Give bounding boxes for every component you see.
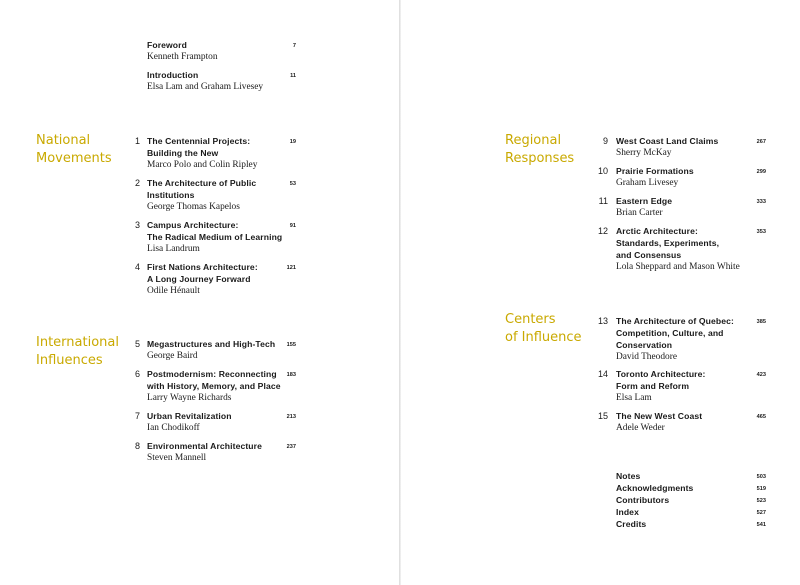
chapter-title-line: Form and Reform	[616, 381, 690, 391]
back-matter-page: 541	[756, 522, 766, 528]
section-heading-line: Responses	[505, 151, 575, 166]
chapter-title-line: The Centennial Projects:	[147, 136, 251, 146]
chapter-page: 385	[756, 319, 766, 325]
chapter-page: 183	[286, 372, 296, 378]
chapter-title-line: A Long Journey Forward	[147, 274, 251, 284]
chapter-title-line: Campus Architecture:	[147, 220, 239, 230]
chapter-number: 5	[134, 339, 140, 349]
chapter-author: Steven Mannell	[147, 453, 207, 463]
chapter-number: 3	[134, 220, 140, 230]
chapter-number: 9	[602, 136, 608, 146]
back-matter-page: 519	[756, 486, 766, 492]
back-matter-page: 523	[756, 498, 766, 504]
chapter-number: 12	[597, 226, 608, 236]
chapter-number: 14	[597, 369, 608, 379]
chapter-author: George Thomas Kapelos	[147, 202, 240, 212]
section-heading-line: Regional	[505, 133, 562, 148]
chapter-page: 91	[289, 223, 296, 229]
back-matter-title: Acknowledgments	[616, 483, 694, 493]
chapter-author: Lisa Landrum	[147, 244, 200, 254]
chapter-author: Elsa Lam	[616, 393, 652, 403]
chapter-title-line: Conservation	[616, 340, 673, 350]
chapter-title-line: Arctic Architecture:	[616, 226, 698, 236]
chapter-author: Larry Wayne Richards	[147, 393, 232, 403]
chapter-page: 237	[286, 444, 296, 450]
chapter-title-line: The New West Coast	[616, 411, 703, 421]
chapter-author: Adele Weder	[616, 423, 665, 433]
section-heading-line: Influences	[36, 353, 103, 368]
chapter-author: Graham Livesey	[616, 178, 679, 188]
chapter-page: 213	[286, 414, 296, 420]
back-matter-page: 527	[756, 510, 766, 516]
chapter-page: 121	[286, 265, 296, 271]
chapter-title-line: with History, Memory, and Place	[147, 381, 281, 391]
chapter-number: 7	[134, 411, 140, 421]
back-matter-title: Credits	[616, 519, 647, 529]
chapter-page: 267	[756, 139, 766, 145]
foreword-page: 7	[292, 43, 296, 49]
chapter-number: 15	[597, 411, 608, 421]
chapter-number: 8	[134, 441, 140, 451]
chapter-author: David Theodore	[616, 352, 678, 362]
back-matter-page: 503	[756, 474, 766, 480]
chapter-title-line: Eastern Edge	[616, 196, 673, 206]
chapter-number: 10	[597, 166, 608, 176]
chapter-title-line: Competition, Culture, and	[616, 328, 724, 338]
chapter-title-line: The Radical Medium of Learning	[147, 232, 283, 242]
chapter-title-line: Prairie Formations	[616, 166, 694, 176]
chapter-title-line: Megastructures and High-Tech	[147, 339, 276, 349]
chapter-page: 465	[756, 414, 766, 420]
chapter-title-line: The Architecture of Quebec:	[616, 316, 734, 326]
page-gutter	[399, 0, 401, 585]
chapter-number: 13	[597, 316, 608, 326]
section-heading-line: Centers	[505, 312, 556, 327]
introduction-author: Elsa Lam and Graham Livesey	[147, 82, 264, 92]
introduction-title: Introduction	[147, 70, 199, 80]
chapter-author: Odile Hénault	[147, 286, 200, 296]
chapter-title-line: Institutions	[147, 190, 195, 200]
chapter-title-line: Building the New	[147, 148, 219, 158]
foreword-author: Kenneth Frampton	[147, 52, 218, 62]
chapter-page: 333	[756, 199, 766, 205]
chapter-author: Brian Carter	[616, 208, 663, 218]
chapter-title-line: Standards, Experiments,	[616, 238, 720, 248]
chapter-author: George Baird	[147, 351, 198, 361]
chapter-page: 299	[756, 169, 766, 175]
section-heading-line: National	[36, 133, 91, 148]
chapter-number: 6	[134, 369, 140, 379]
introduction-page: 11	[290, 73, 296, 79]
chapter-author: Marco Polo and Colin Ripley	[147, 160, 258, 170]
section-heading-line: Movements	[36, 151, 112, 166]
chapter-title-line: West Coast Land Claims	[616, 136, 719, 146]
section-heading-line: of Influence	[505, 330, 582, 345]
chapter-title-line: and Consensus	[616, 250, 682, 260]
chapter-title-line: Environmental Architecture	[147, 441, 262, 451]
back-matter-title: Contributors	[616, 495, 670, 505]
chapter-author: Ian Chodikoff	[147, 423, 200, 433]
chapter-number: 1	[134, 136, 140, 146]
chapter-page: 353	[756, 229, 766, 235]
chapter-title-line: The Architecture of Public	[147, 178, 257, 188]
chapter-author: Sherry McKay	[616, 148, 672, 158]
section-heading-line: International	[36, 335, 119, 350]
chapter-title-line: Urban Revitalization	[147, 411, 232, 421]
chapter-title-line: Toronto Architecture:	[616, 369, 706, 379]
back-matter-title: Notes	[616, 471, 641, 481]
chapter-title-line: First Nations Architecture:	[147, 262, 258, 272]
chapter-page: 423	[756, 372, 766, 378]
foreword-title: Foreword	[147, 40, 187, 50]
chapter-number: 11	[598, 196, 608, 206]
chapter-author: Lola Sheppard and Mason White	[616, 262, 740, 272]
chapter-number: 4	[134, 262, 140, 272]
chapter-number: 2	[134, 178, 140, 188]
back-matter-title: Index	[616, 507, 639, 517]
chapter-title-line: Postmodernism: Reconnecting	[147, 369, 277, 379]
chapter-page: 155	[286, 342, 296, 348]
chapter-page: 19	[289, 139, 296, 145]
chapter-page: 53	[289, 181, 296, 187]
